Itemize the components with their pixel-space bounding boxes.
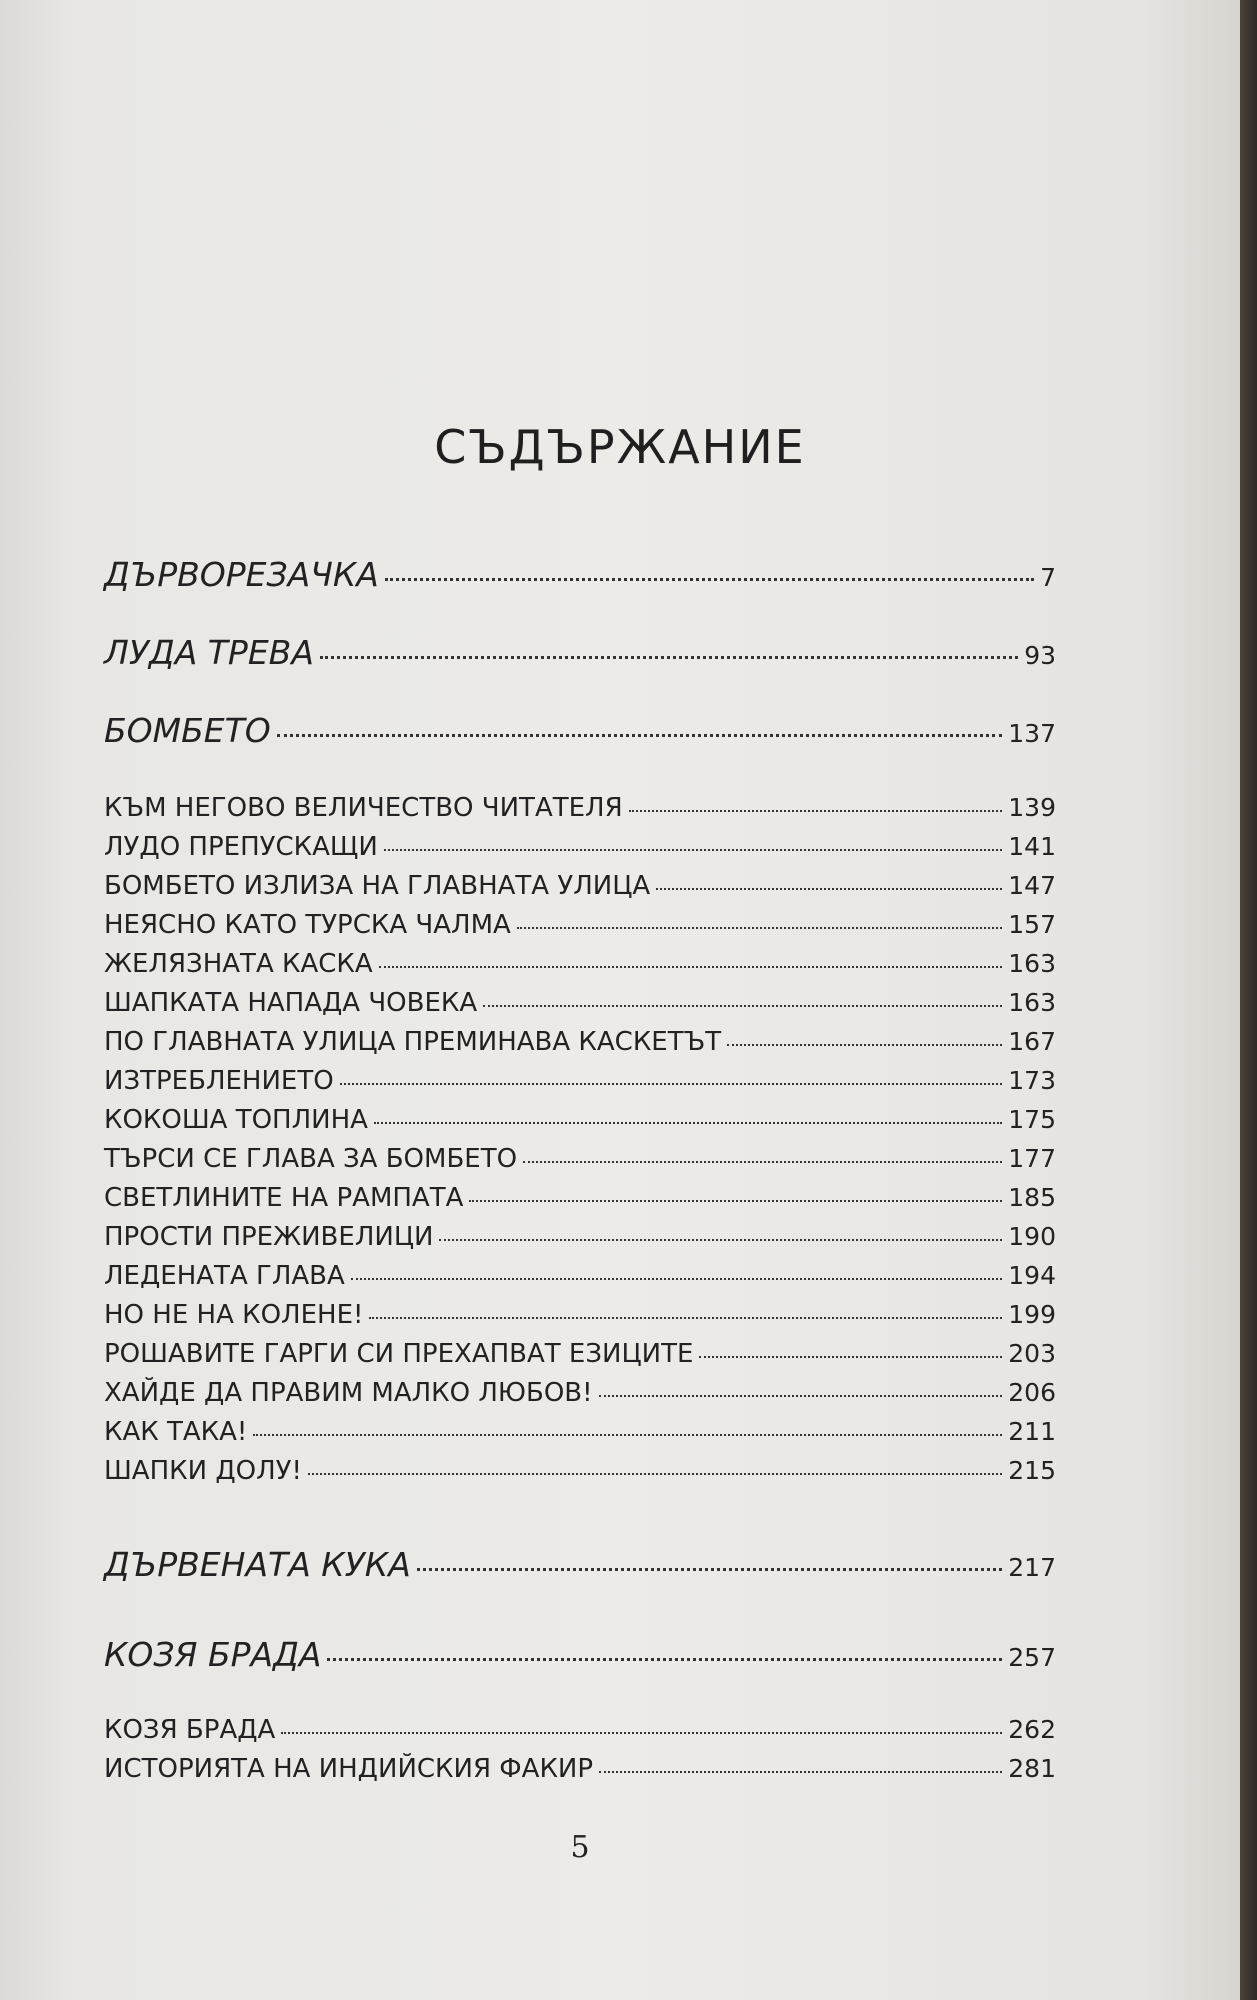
toc-chapter-entry xyxy=(104,1183,1056,1213)
toc-entry-title: КЪМ НЕГОВО ВЕЛИЧЕСТВО ЧИТАТЕЛЯ xyxy=(104,793,623,823)
toc-entry-page: 257 xyxy=(1008,1643,1056,1672)
toc-entry-page: 199 xyxy=(1008,1300,1056,1329)
dot-leader xyxy=(308,1473,1002,1475)
toc-chapter-entry xyxy=(104,1261,1056,1291)
toc-entry-page: 281 xyxy=(1008,1754,1056,1783)
toc-entry-title: ИСТОРИЯТА НА ИНДИЙСКИЯ ФАКИР xyxy=(104,1754,594,1784)
toc-entry-title: ДЪРВЕНАТА КУКА xyxy=(104,1545,411,1584)
toc-entry-title: ЛЕДЕНАТА ГЛАВА xyxy=(104,1261,345,1291)
toc-chapter-entry xyxy=(104,1027,1056,1057)
toc-entry-page: 217 xyxy=(1008,1553,1056,1582)
toc-entry-title: НО НЕ НА КОЛЕНЕ! xyxy=(104,1300,364,1330)
toc-chapter-entry xyxy=(104,1105,1056,1135)
dot-leader xyxy=(629,810,1003,812)
toc-entry-page: 139 xyxy=(1008,793,1056,822)
toc-chapter-entry xyxy=(104,871,1056,901)
book-spine-edge xyxy=(1240,0,1257,2000)
dot-leader xyxy=(369,1317,1002,1319)
dot-leader xyxy=(281,1732,1002,1734)
toc-chapter-entry xyxy=(104,793,1056,823)
toc-entry-page: 211 xyxy=(1008,1417,1056,1446)
dot-leader xyxy=(517,927,1002,929)
toc-entry-page: 167 xyxy=(1008,1027,1056,1056)
toc-chapter-entry xyxy=(104,949,1056,979)
toc-entry-title: БОМБЕТО xyxy=(104,711,271,750)
toc-entry-title: СВЕТЛИНИТЕ НА РАМПАТА xyxy=(104,1183,464,1213)
dot-leader xyxy=(599,1771,1002,1773)
toc-section-entry xyxy=(104,555,1056,594)
toc-entry-title: ЛУДО ПРЕПУСКАЩИ xyxy=(104,832,378,862)
toc-chapter-entry xyxy=(104,1456,1056,1486)
toc-chapter-entry xyxy=(104,910,1056,940)
dot-leader xyxy=(439,1239,1002,1241)
dot-leader xyxy=(277,734,1003,737)
toc-section-entry xyxy=(104,1545,1056,1584)
toc-entry-page: 141 xyxy=(1008,832,1056,861)
toc-entry-page: 157 xyxy=(1008,910,1056,939)
toc-entry-title: БОМБЕТО ИЗЛИЗА НА ГЛАВНАТА УЛИЦА xyxy=(104,871,651,901)
toc-chapter-entry xyxy=(104,1300,1056,1330)
page-number: 5 xyxy=(570,1830,590,1865)
toc-entry-page: 262 xyxy=(1008,1715,1056,1744)
toc-entry-page: 163 xyxy=(1008,988,1056,1017)
toc-entry-title: ТЪРСИ СЕ ГЛАВА ЗА БОМБЕТО xyxy=(104,1144,518,1174)
dot-leader xyxy=(656,888,1002,890)
toc-entry-page: 175 xyxy=(1008,1105,1056,1134)
toc-chapter-entry xyxy=(104,1378,1056,1408)
toc-entry-title: ДЪРВОРЕЗАЧКА xyxy=(104,555,379,594)
toc-entry-title: НЕЯСНО КАТО ТУРСКА ЧАЛМА xyxy=(104,910,511,940)
toc-entry-title: ПО ГЛАВНАТА УЛИЦА ПРЕМИНАВА КАСКЕТЪТ xyxy=(104,1027,722,1057)
dot-leader xyxy=(699,1356,1002,1358)
toc-entry-page: 215 xyxy=(1008,1456,1056,1485)
toc-entry-page: 173 xyxy=(1008,1066,1056,1095)
dot-leader xyxy=(340,1083,1003,1085)
toc-entry-title: ЖЕЛЯЗНАТА КАСКА xyxy=(104,949,373,979)
dot-leader xyxy=(385,578,1034,581)
toc-entry-title: КАК ТАКА! xyxy=(104,1417,248,1447)
page-title: СЪДЪРЖАНИЕ xyxy=(434,420,806,474)
toc-chapter-entry xyxy=(104,1339,1056,1369)
toc-chapter-entry xyxy=(104,1715,1056,1745)
dot-leader xyxy=(384,849,1003,851)
toc-entry-title: ПРОСТИ ПРЕЖИВЕЛИЦИ xyxy=(104,1222,434,1252)
toc-entry-page: 163 xyxy=(1008,949,1056,978)
toc-entry-page: 203 xyxy=(1008,1339,1056,1368)
toc-chapter-entry xyxy=(104,1754,1056,1784)
dot-leader xyxy=(374,1122,1002,1124)
toc-entry-title: КОЗЯ БРАДА xyxy=(104,1635,322,1674)
dot-leader xyxy=(727,1044,1002,1046)
toc-entry-page: 7 xyxy=(1040,563,1056,592)
dot-leader xyxy=(379,966,1003,968)
dot-leader xyxy=(417,1568,1002,1571)
dot-leader xyxy=(327,1658,1002,1661)
toc-entry-title: ЛУДА ТРЕВА xyxy=(104,633,314,672)
toc-entry-page: 190 xyxy=(1008,1222,1056,1251)
toc-chapter-entry xyxy=(104,1417,1056,1447)
toc-entry-page: 177 xyxy=(1008,1144,1056,1173)
toc-entry-title: ШАПКИ ДОЛУ! xyxy=(104,1456,302,1486)
toc-entry-page: 147 xyxy=(1008,871,1056,900)
toc-entry-page: 137 xyxy=(1008,719,1056,748)
toc-entry-title: КОЗЯ БРАДА xyxy=(104,1715,276,1745)
dot-leader xyxy=(483,1005,1002,1007)
toc-entry-page: 194 xyxy=(1008,1261,1056,1290)
toc-entry-page: 206 xyxy=(1008,1378,1056,1407)
toc-entry-title: РОШАВИТЕ ГАРГИ СИ ПРЕХАПВАТ ЕЗИЦИТЕ xyxy=(104,1339,694,1369)
dot-leader xyxy=(469,1200,1002,1202)
toc-chapter-entry xyxy=(104,1066,1056,1096)
toc-chapter-entry xyxy=(104,1222,1056,1252)
dot-leader xyxy=(523,1161,1002,1163)
toc-section-entry xyxy=(104,633,1056,672)
toc-entry-title: КОКОША ТОПЛИНА xyxy=(104,1105,368,1135)
toc-entry-title: ШАПКАТА НАПАДА ЧОВЕКА xyxy=(104,988,478,1018)
toc-entry-page: 93 xyxy=(1024,641,1056,670)
dot-leader xyxy=(320,656,1018,659)
toc-entry-title: ХАЙДЕ ДА ПРАВИМ МАЛКО ЛЮБОВ! xyxy=(104,1378,593,1408)
toc-chapter-entry xyxy=(104,832,1056,862)
dot-leader xyxy=(253,1434,1002,1436)
dot-leader xyxy=(351,1278,1002,1280)
toc-chapter-entry xyxy=(104,1144,1056,1174)
toc-chapter-entry xyxy=(104,988,1056,1018)
toc-entry-page: 185 xyxy=(1008,1183,1056,1212)
toc-entry-title: ИЗТРЕБЛЕНИЕТО xyxy=(104,1066,334,1096)
dot-leader xyxy=(599,1395,1003,1397)
toc-section-entry xyxy=(104,711,1056,750)
toc-section-entry xyxy=(104,1635,1056,1674)
